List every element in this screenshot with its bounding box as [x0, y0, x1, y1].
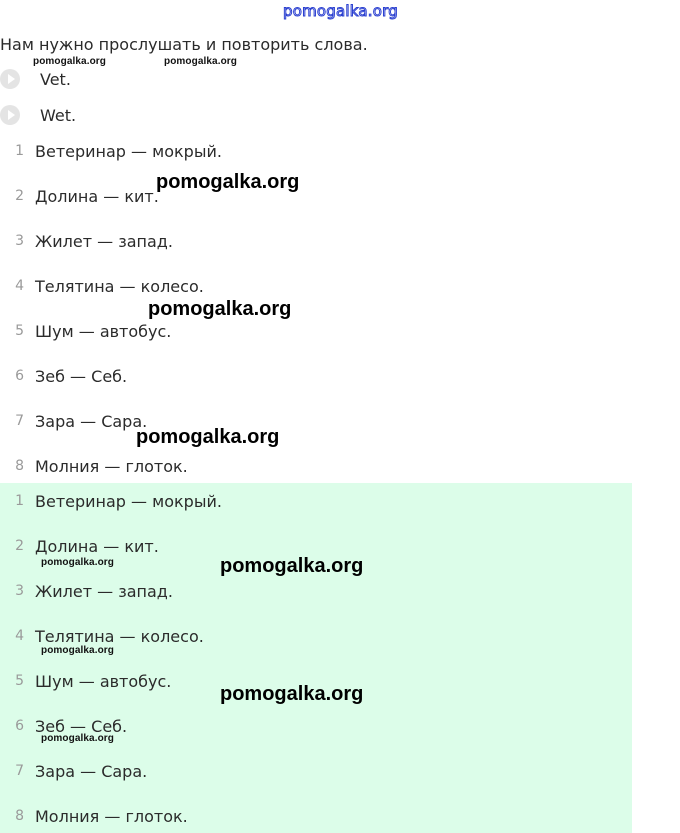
item-number: 4 — [15, 278, 24, 294]
item-number: 5 — [15, 673, 24, 689]
item-number: 6 — [15, 368, 24, 384]
audio-item-wet[interactable] — [0, 103, 76, 127]
item-number: 7 — [15, 413, 24, 429]
item-number: 8 — [15, 808, 24, 824]
item-text: Молния — глоток. — [35, 456, 188, 476]
item-number: 5 — [15, 323, 24, 339]
task-instruction: Нам нужно прослушать и повторить слова. — [0, 35, 368, 54]
answer-item — [0, 489, 222, 513]
list-item — [0, 274, 204, 298]
list-item — [0, 229, 173, 253]
item-number: 6 — [15, 718, 24, 734]
list-item — [0, 139, 222, 163]
item-number: 2 — [15, 538, 24, 554]
item-number: 2 — [15, 188, 24, 204]
answer-item — [0, 669, 171, 693]
list-item — [0, 319, 171, 343]
watermark: pomogalka.org — [41, 557, 114, 568]
watermark: pomogalka.org — [220, 555, 364, 577]
item-text: Зеб — Себ. — [35, 366, 128, 386]
item-text: Жилет — запад. — [35, 581, 173, 601]
play-icon[interactable] — [0, 69, 20, 89]
list-item — [0, 409, 147, 433]
item-text: Шум — автобус. — [35, 671, 172, 691]
watermark: pomogalka.org — [220, 683, 364, 705]
audio-label: Wet. — [40, 105, 77, 125]
item-number: 1 — [15, 143, 24, 159]
item-text: Шум — автобус. — [35, 321, 172, 341]
answer-item — [0, 804, 188, 828]
item-text: Ветеринар — мокрый. — [35, 141, 222, 161]
item-text: Телятина — колесо. — [35, 626, 204, 646]
list-item — [0, 454, 188, 478]
audio-item-vet[interactable] — [0, 67, 71, 91]
audio-label: Vet. — [40, 69, 71, 89]
watermark: pomogalka.org — [148, 298, 292, 320]
watermark: pomogalka.org — [41, 645, 114, 656]
item-number: 4 — [15, 628, 24, 644]
item-text: Молния — глоток. — [35, 806, 188, 826]
list-item — [0, 184, 159, 208]
item-text: Телятина — колесо. — [35, 276, 204, 296]
list-item — [0, 364, 127, 388]
item-number: 8 — [15, 458, 24, 474]
item-number: 1 — [15, 493, 24, 509]
watermark: pomogalka.org — [33, 56, 106, 67]
item-text: Долина — кит. — [35, 536, 159, 556]
item-text: Жилет — запад. — [35, 231, 173, 251]
watermark: pomogalka.org — [41, 733, 114, 744]
site-header-watermark[interactable]: pomogalka.org — [283, 2, 398, 20]
watermark: pomogalka.org — [156, 171, 300, 193]
play-icon[interactable] — [0, 105, 20, 125]
answer-item — [0, 759, 147, 783]
item-text: Ветеринар — мокрый. — [35, 491, 222, 511]
watermark: pomogalka.org — [164, 56, 237, 67]
item-text: Зеб — Себ. — [35, 716, 128, 736]
item-number: 3 — [15, 583, 24, 599]
item-number: 3 — [15, 233, 24, 249]
item-text: Зара — Сара. — [35, 761, 148, 781]
answer-item — [0, 534, 159, 558]
watermark: pomogalka.org — [136, 426, 280, 448]
item-text: Зара — Сара. — [35, 411, 148, 431]
item-text: Долина — кит. — [35, 186, 159, 206]
item-number: 7 — [15, 763, 24, 779]
answer-item — [0, 579, 173, 603]
